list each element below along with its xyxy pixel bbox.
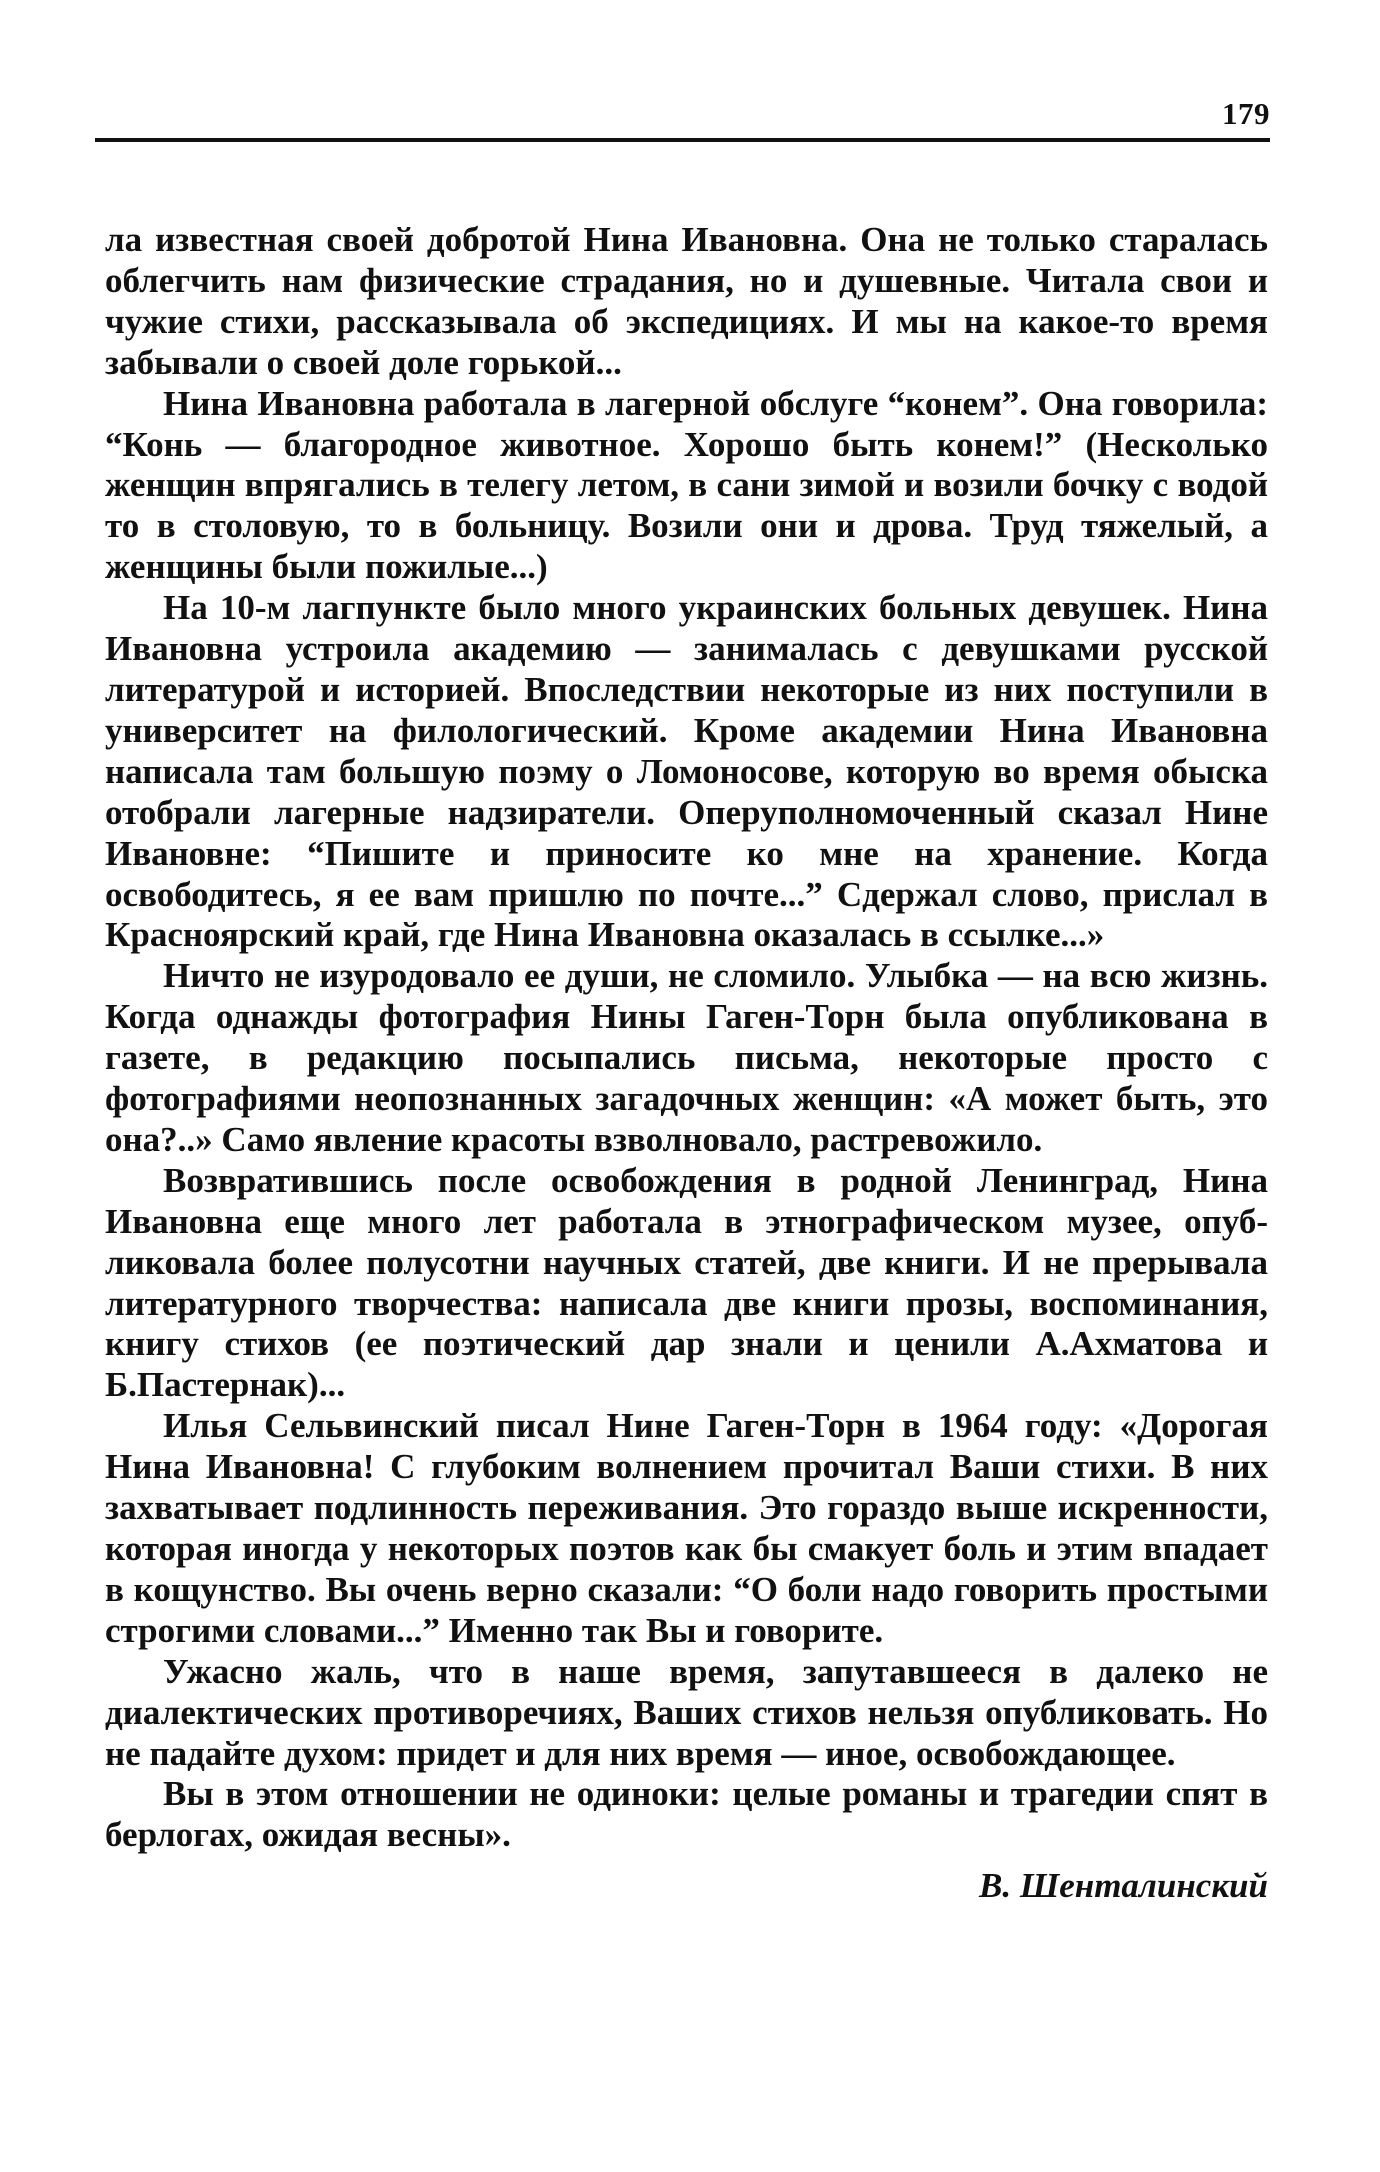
paragraph: Возвратившись после освобождения в родной Ленинград, Нина Ивановна еще много лет работала в этнографическом музее, опубликовала более полусотни научных статей, две книги. И не прерывала литературного творчества: написала две книги прозы, воспоминания, книгу стихов (ее поэтический дар знали и ценили А.Ахматова и Б.Пастернак)... bbox=[105, 1160, 1268, 1405]
paragraph: Ничто не изуродовало ее души, не сломило. Улыбка — на всю жизнь. Когда однажды фотография Нины Гаген-Торн была опубликована в газете, в редакцию посыпались письма, некоторые просто с фотографиями неопознанных загадочных женщин: «А может быть, это она?..» Само явление красоты взволновало, растревожило. bbox=[105, 956, 1268, 1159]
author-signature: В. Шенталинский bbox=[978, 1866, 1268, 1906]
paragraph: Илья Сельвинский писал Нине Гаген-Торн в 1964 году: «Дорогая Нина Ивановна! С глубоким волнением прочитал Ваши стихи. В них захватывает подлинность переживания. Это гораздо выше искренности, которая иногда у некоторых поэтов как бы смакует боль и этим впадает в кощунство. Вы очень верно сказали: “О боли надо говорить простыми строгими словами...” Именно так Вы и говорите. bbox=[105, 1406, 1268, 1650]
header-rule bbox=[95, 138, 1270, 142]
paragraph: На 10-м лагпункте было много украинских больных девушек. Нина Ивановна устроила академию — занималась с девушками русской литературой и историей. Впоследствии некоторые из них поступили в университет на филологический. Кроме академии Нина Ивановна написала там большую поэму о Ломоносове, которую во время обыска отобрали лагерные надзиратели. Оперуполномоченный сказал Нине Ивановне: “Пишите и приносите ко мне на хранение. Когда освободитесь, я ее вам пришлю по почте...” Сдержал слово, прислал в Красноярский край, где Нина Ивановна оказалась в ссылке...» bbox=[105, 588, 1268, 955]
paragraph: Нина Ивановна работала в лагерной обслуге “конем”. Она говорила: “Конь — благородное животное. Хорошо быть конем!” (Несколько женщин впрягались в телегу летом, в сани зимой и возили бочку с водой то в столовую, то в больницу. Возили они и дрова. Труд тяжелый, а женщины были пожилые...) bbox=[105, 383, 1268, 587]
paragraph: Вы в этом отношении не одиноки: целые романы и трагедии спят в берлогах, ожидая весны». bbox=[105, 1774, 1268, 1855]
page-number: 179 bbox=[1222, 96, 1270, 131]
paragraph-continuation: ла известная своей добротой Нина Ивановна. Она не только старалась облегчить нам физические страдания, но и душевные. Читала свои и чужие стихи, рассказывала об экспедициях. И мы на какое-то время забывали о своей доле горькой... bbox=[105, 220, 1268, 382]
paragraph: Ужасно жаль, что в наше время, запутавшееся в далеко не диалектических противоречиях, Ваших стихов нельзя опубликовать. Но не падайте духом: придет и для них время — иное, освобождающее. bbox=[105, 1651, 1268, 1773]
body-text bbox=[105, 220, 1268, 1907]
